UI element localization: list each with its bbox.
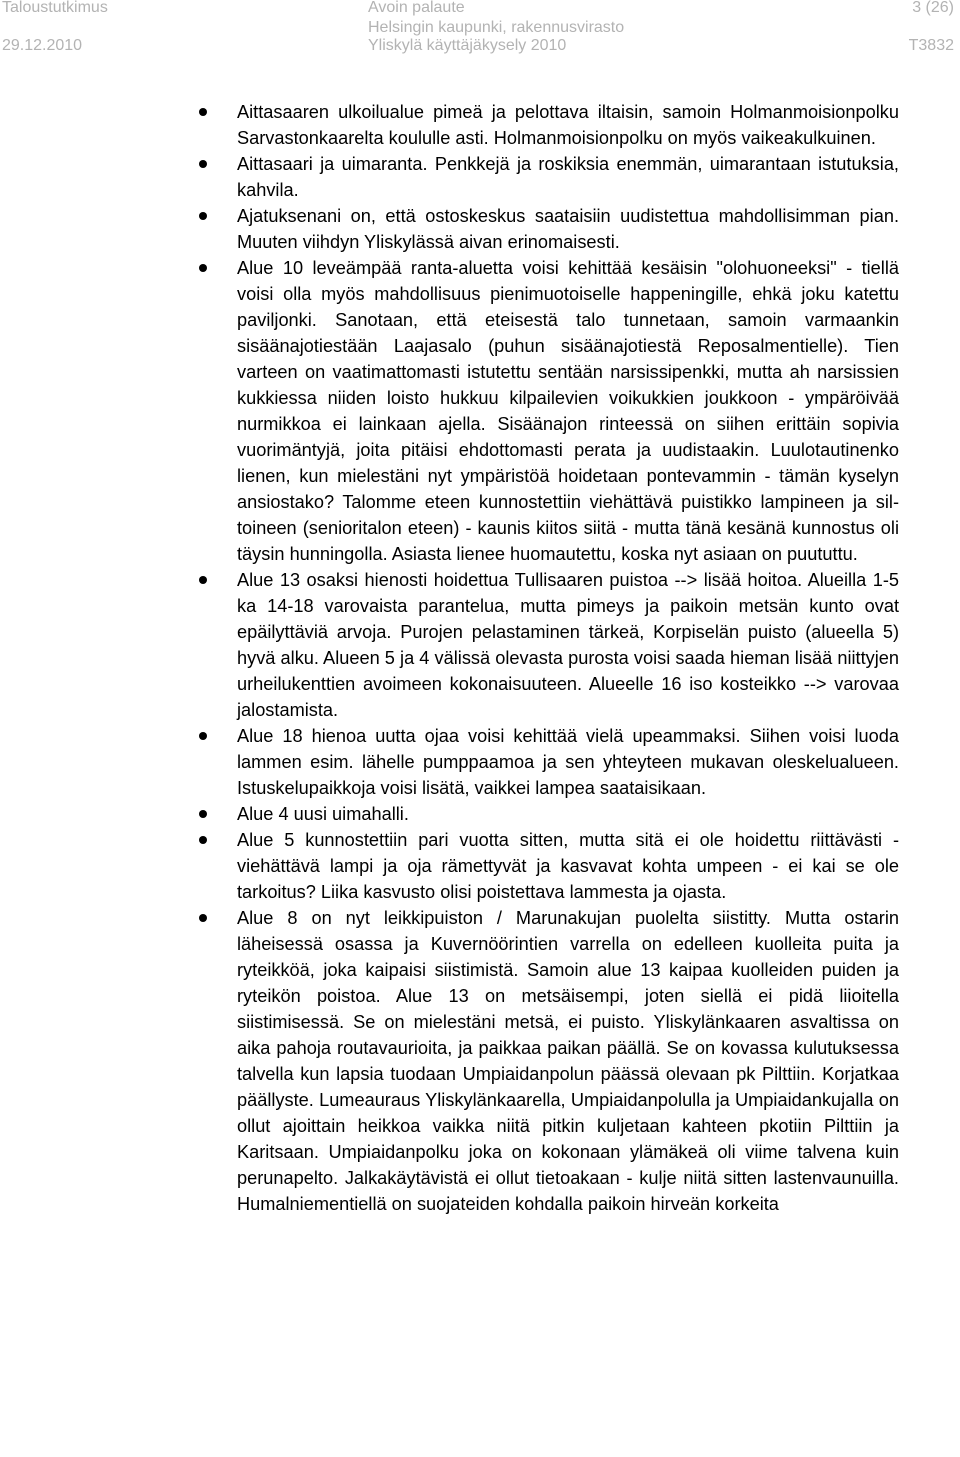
client-name: Helsingin kaupunki, rakennusvirasto xyxy=(368,19,625,36)
feedback-item: Aittasaaren ulkoilualue pimeä ja pelottava iltaisin, samoin Holmanmoisionpolku Sarvastonkaarelta koululle asti. Holmanmoisionpolku on myös vaikeakulkuinen. xyxy=(237,99,899,151)
feedback-item: Ajatuksenani on, että ostoskeskus saataisiin uudistettua mahdollisimman pian. Muuten viihdyn Yliskylässä aivan erinomaisesti. xyxy=(237,203,899,255)
page-number: 3 (26) xyxy=(912,0,954,16)
feedback-list xyxy=(0,99,960,1217)
project-code: T3832 xyxy=(908,37,954,54)
feedback-item: Alue 4 uusi uimahalli. xyxy=(237,801,899,827)
survey-name: Yliskylä käyttäjäkysely 2010 xyxy=(368,37,567,54)
report-date: 29.12.2010 xyxy=(2,37,83,54)
report-title: Avoin palaute xyxy=(368,0,465,16)
page-header xyxy=(0,0,960,60)
feedback-item: Aittasaari ja uimaranta. Penkkejä ja roskiksia enemmän, uimarantaan istutuksia, kahvila. xyxy=(237,151,899,203)
header-row-top xyxy=(0,0,960,18)
company-name: Taloustutkimus xyxy=(2,0,108,16)
feedback-item: Alue 13 osaksi hienosti hoidettua Tullisaaren puistoa --> lisää hoitoa. Alueilla 1-5 ka 14-18 varovaista parantelua, mutta pimeys ja paikoin metsän kunto ovat epäilyttäviä arvoja. Purojen pelastaminen tärkeä, Korpiselän puisto (alueella 5) hyvä alku. Alueen 5 ja 4 välissä olevasta purosta voisi saada hieman lisää niittyjen urheilukenttien avoimeen kokonaisuuteen. Alueelle 16 iso kosteikko --> varovaa jalostamista. xyxy=(237,567,899,723)
document-body xyxy=(0,99,960,1217)
feedback-item: Alue 18 hienoa uutta ojaa voisi kehittää vielä upeammaksi. Siihen voisi luoda lammen esim. lähelle pumppaamoa ja sen yhteyteen mukavan oleskelualueen. Istuskelupaikkoja voisi lisätä, vaikkei lampea saataisikaan. xyxy=(237,723,899,801)
feedback-item: Alue 10 leveämpää ranta-aluetta voisi kehittää kesäisin "olohuoneeksi" - tiellä voisi olla myös mahdollisuus pienimuotoiselle happeningille, ehkä joku katettu paviljonki. Sanotaan, että eteisestä talo tunnetaan, samoin varmaankin sisäänajotiestään Laajasalo (puhun sisäänajotiestä Reposalmentielle). Tien varteen on vaatimattomasti istutettu sentään narsissipenkki, mutta ah narsissien kukkiessa niiden loisto hukkuu kilpailevien voikukkien joukkoon - ympäröivää nurmikkoa ei lainkaan ajella. Sisäänajon rinteessä on siihen erittäin sopivia vuorimäntyjä, joita pitäisi ehdottomasti perata ja uudistaakin. Luulotautinenko lienen, kun mielestäni nyt ympäristöä hoidetaan pontevammin - tämän kyselyn ansiostako? Talomme eteen kunnostettiin viehättävä puistikko lampineen ja siltoineen (senioritalon eteen) - kaunis kiitos siitä - mutta tänä kesänä kunnostus oli täysin hunningolla. Asiasta lienee huomautettu, koska nyt asiaan on puututtu. xyxy=(237,255,899,567)
header-row-bottom xyxy=(0,36,960,56)
feedback-item: Alue 5 kunnostettiin pari vuotta sitten, mutta sitä ei ole hoidettu riittävästi - viehättävä lampi ja oja rämettyvät ja kasvavat kohta umpeen - ei kai se ole tarkoitus? Liika kasvusto olisi poistettava lammesta ja ojasta. xyxy=(237,827,899,905)
feedback-item: Alue 8 on nyt leikkipuiston / Marunakujan puolelta siistitty. Mutta ostarin läheisessä osassa ja Kuvernöörintien varrella on edelleen kuolleita puita ja ryteikköä, joka kaipaisi siistimistä. Samoin alue 13 kaipaa kuolleiden puiden ja ryteikön poistoa. Alue 13 on metsäisempi, joten siellä ei pidä liioitella siistimisessä. Se on mielestäni metsä, ei puisto. Yliskylänkaaren asvaltissa on aika pahoja routavaurioita, ja paikkaa paikan päällä. Se on kovassa kulutuksessa talvella kun lapsia tuodaan Umpiaidanpolun päässä olevaan pk Pilttiin. Korjatkaa päällyste. Lumeauraus Yliskylänkaarella, Umpiaidanpolulla ja Umpiaidankujalla on ollut ajoittain heikkoa vaikka niitä pitkin kuljetaan kahteen pkotiin Pilttiin ja Karitsaan. Umpiaidanpolku joka on kokonaan ylämäkeä oli viime talvena kuin perunapelto. Jalkakäytävistä ei ollut tietoakaan - kulje niitä sitten lastenvaunuilla. Humalniementiellä on suojateiden kohdalla paikoin hirveän korkeita xyxy=(237,905,899,1217)
